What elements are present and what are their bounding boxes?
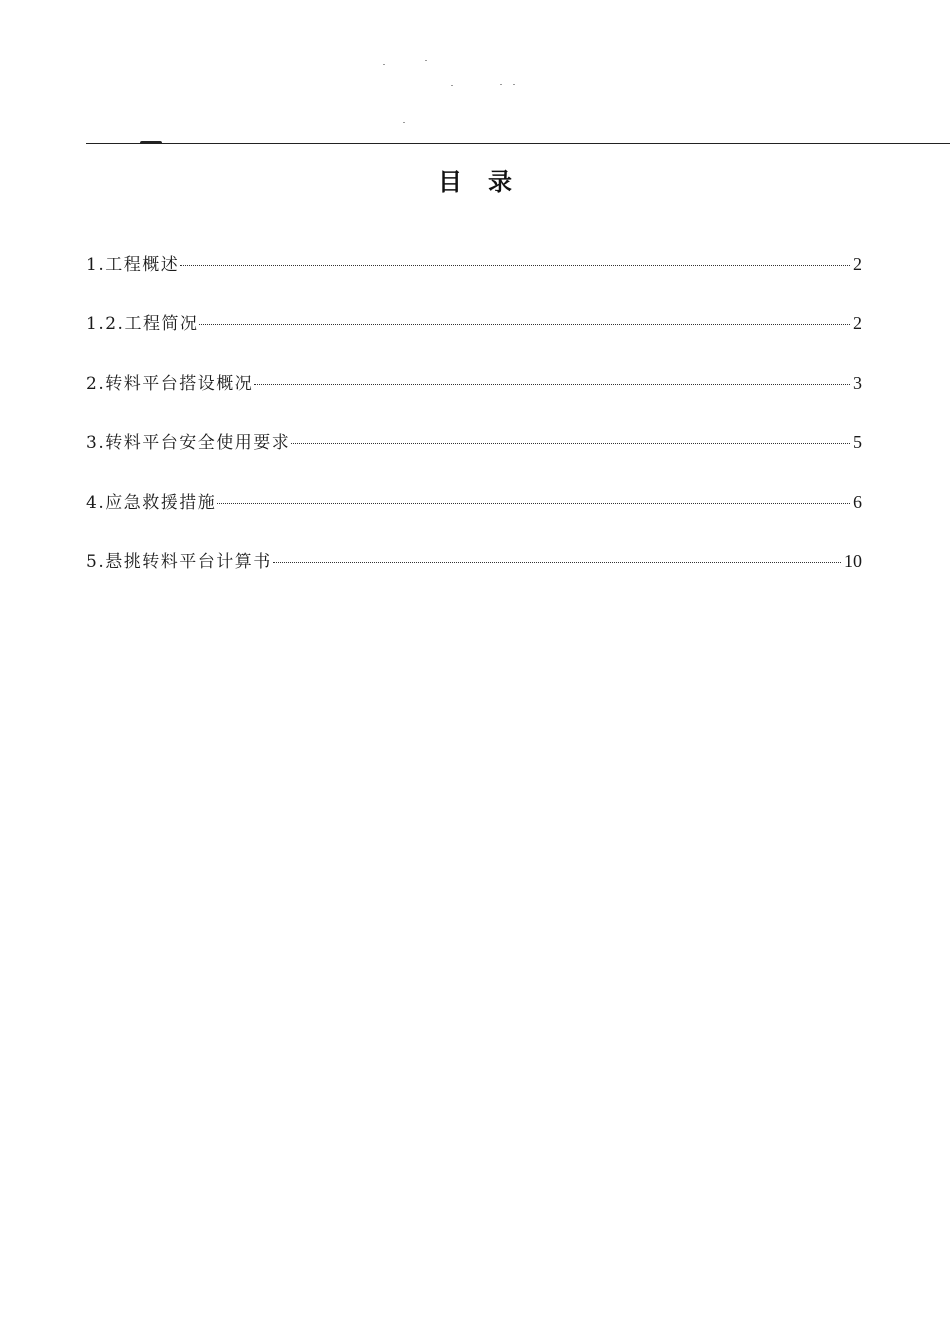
scan-speck [451,85,453,86]
dot-leader [217,503,850,504]
toc-entry-label: 2.转料平台搭设概况 [86,373,254,394]
dot-leader [199,324,850,325]
header-rule-mark [140,141,162,144]
toc-entry-page: 3 [853,372,862,393]
scan-speck [425,60,427,61]
toc-entry[interactable] [86,426,862,485]
dot-leader [254,384,850,385]
toc-entry-label: 1.2.工程简况 [86,314,199,335]
toc-entry[interactable] [86,367,862,426]
toc-entry-label: 1.工程概述 [86,255,180,275]
toc-entry-page: 2 [853,313,862,334]
toc-entry-label: 3.转料平台安全使用要求 [86,433,291,454]
toc-title: 目录 [438,168,538,196]
table-of-contents [86,248,862,604]
dot-leader [291,443,850,444]
scan-speck [513,84,515,85]
toc-entry-page: 10 [844,550,862,571]
header-rule [86,143,950,144]
dot-leader [273,562,841,563]
toc-entry-page: 5 [853,432,862,453]
scan-speck [500,84,502,85]
toc-entry[interactable] [86,545,862,604]
toc-entry-page: 6 [853,491,862,512]
toc-entry-label: 4.应急救援措施 [86,492,217,513]
toc-entry[interactable] [86,307,862,366]
scan-speck [403,122,405,123]
toc-entry-label: 5.悬挑转料平台计算书 [86,551,272,572]
toc-entry-page: 2 [853,254,862,274]
scan-speck [383,64,385,65]
dot-leader [180,265,850,266]
toc-entry[interactable] [86,486,862,545]
toc-entry[interactable] [86,248,862,307]
